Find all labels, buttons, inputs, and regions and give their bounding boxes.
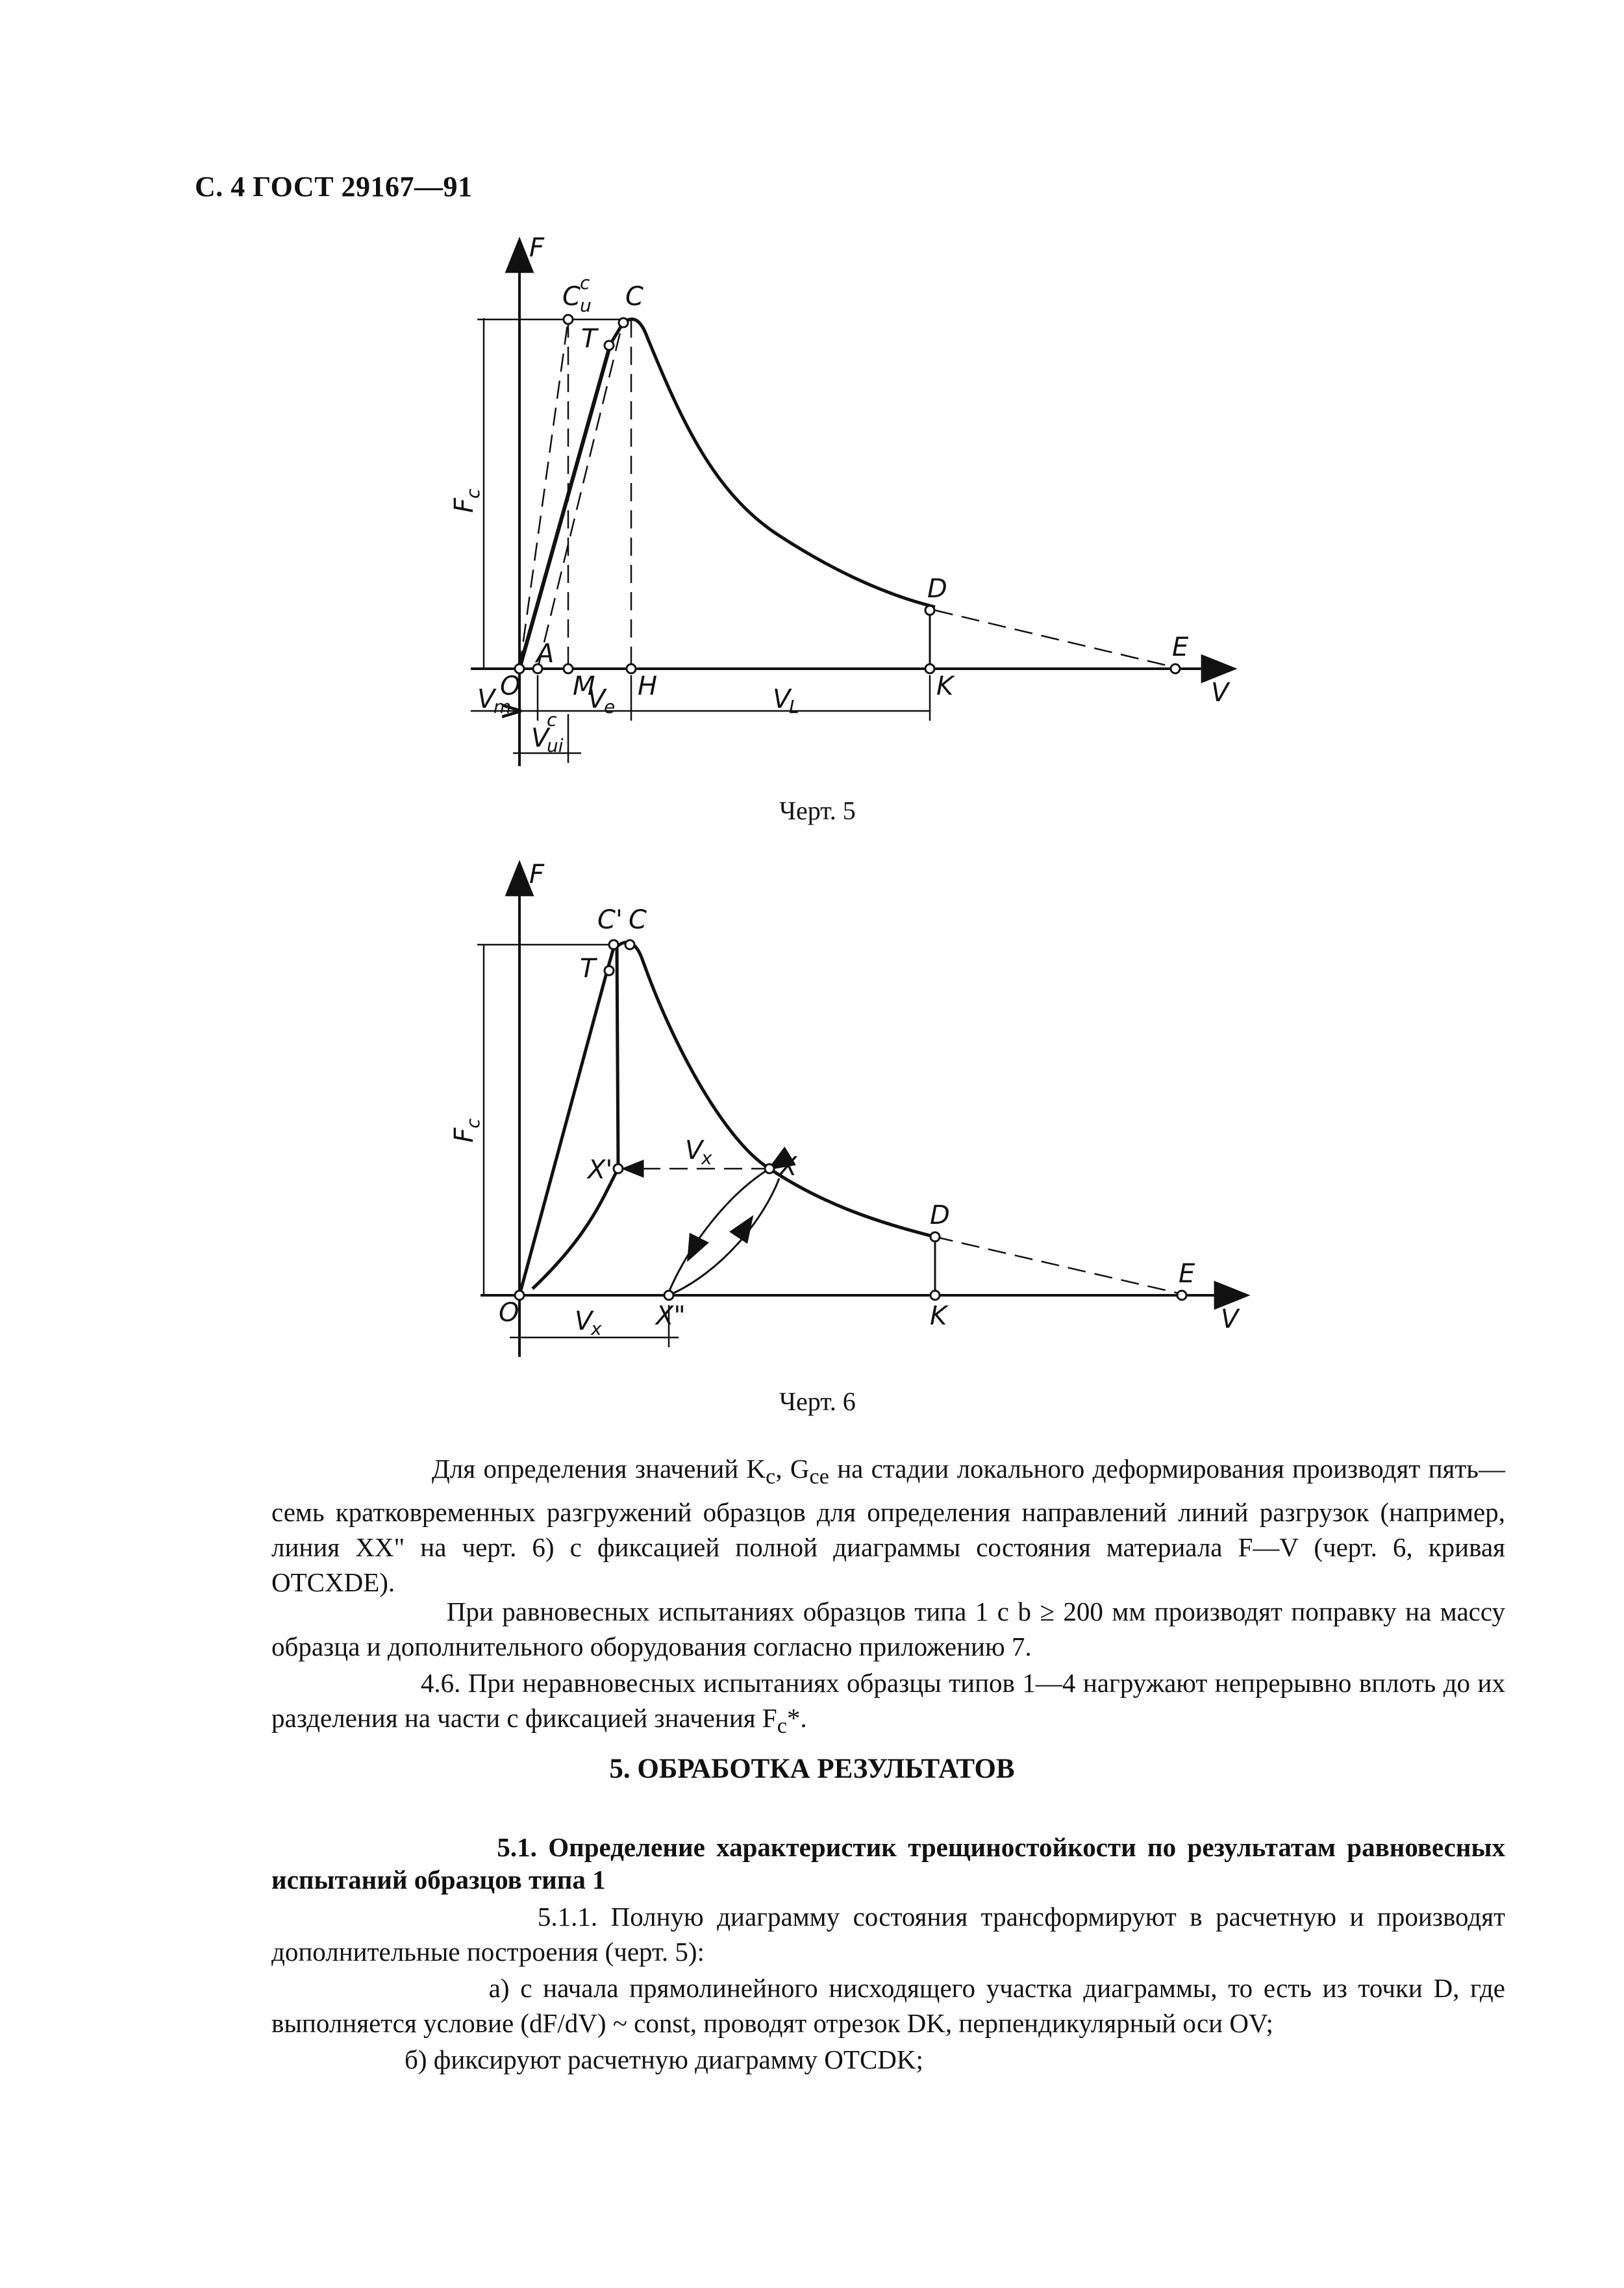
f6-k-label: K: [930, 1301, 947, 1331]
f6-xp-label: X': [588, 1155, 613, 1185]
f5-d-label: D: [927, 574, 947, 604]
svg-text:u: u: [580, 295, 592, 316]
paragraph-3: 4.6. При неравновесных испытаниях образцы типов 1—4 нагружают непрерывно вплоть до их разделения на части с фиксацией значения $F_c*$.: [271, 1668, 1505, 1739]
svg-text:c: c: [462, 488, 484, 499]
f5-t-label: T: [581, 324, 597, 354]
section-title: 5. ОБРАБОТКА РЕЗУЛЬТАТОВ: [609, 1754, 1015, 1784]
f5-ve-label: V: [588, 684, 606, 714]
f5-h-label: H: [638, 671, 658, 701]
f5-e-label: E: [1172, 632, 1189, 662]
figure-5-caption: Черт. 5: [779, 796, 856, 825]
f6-t-label: T: [580, 954, 596, 984]
svg-text:c: c: [462, 1118, 484, 1128]
f6-cp-label: C': [597, 905, 623, 935]
descending-curve: [622, 319, 935, 607]
f6-fc-label: F: [449, 1127, 479, 1143]
svg-text:x: x: [591, 1318, 602, 1339]
f6-o-label: O: [499, 1298, 519, 1328]
svg-text:c: c: [580, 272, 590, 293]
f5-cu-label: C: [562, 282, 581, 312]
figure-6-caption: Черт. 6: [779, 1387, 856, 1416]
f6-xpp-label: X": [656, 1301, 686, 1331]
f5-vm-label: V: [477, 684, 495, 714]
svg-text:x: x: [701, 1147, 712, 1169]
f6-f-label: F: [529, 860, 545, 889]
f6-vx-dim-label: V: [575, 1306, 593, 1336]
f5-vui-label: V: [531, 723, 549, 753]
subsection-title: 5.1. Определение характеристик трещиностойкости по результатам равновесных испытаний образцов типа 1: [271, 1832, 1505, 1895]
figure-6-diagram: [0, 851, 1624, 1396]
loading-line: [519, 344, 610, 669]
f6-x-label: X: [779, 1152, 797, 1182]
f5-a-label: A: [536, 639, 555, 669]
svg-text:L: L: [789, 696, 799, 717]
f5-m-label: M: [573, 671, 595, 701]
f6-e-label: E: [1179, 1259, 1195, 1289]
f5-k-label: K: [936, 671, 954, 701]
f6-vx-arrow-label: V: [685, 1136, 703, 1165]
f5-f-label: F: [529, 233, 545, 263]
f5-fc-label: F: [449, 497, 479, 513]
f5-v-label: V: [1211, 678, 1229, 708]
paragraph-4: 5.1.1. Полную диаграмму состояния трансформируют в расчетную и производят дополнительные построения (черт. 5):: [271, 1902, 1505, 1967]
f6-curve: [617, 942, 935, 1237]
svg-text:c: c: [547, 709, 557, 730]
svg-text:ui: ui: [547, 735, 564, 756]
f5-o-label: O: [500, 671, 521, 701]
paragraph-5: а) с начала прямолинейного нисходящего участка диаграммы, то есть из точки D, где выполняется условие (dF/dV) ~ const, проводят отрезок DK, перпендикулярный оси OV;: [271, 1973, 1505, 2038]
f5-c-label: C: [625, 282, 643, 312]
paragraph-1: Для определения значений $K_c$, $G_{ce}$ на стадии локального деформирования производят пять—семь кратковременных разгружений образцов для определения направлений линий разгрузок (например, линия XX" на черт. 6) с фиксацией полной диаграммы состояния материала F—V (черт. 6, кривая OTCXDE).: [271, 1454, 1505, 1598]
page-header: С. 4 ГОСТ 29167—91: [195, 171, 473, 203]
paragraph-6: б) фиксируют расчетную диаграмму OTCDK;: [405, 2045, 923, 2074]
f6-v-label: V: [1221, 1304, 1239, 1334]
paragraph-2: При равновесных испытаниях образцов типа 1 с b ≥ 200 мм производят поправку на массу образца и дополнительного оборудования согласно приложению 7.: [271, 1597, 1505, 1661]
svg-text:m: m: [493, 696, 512, 717]
f6-c-label: C: [629, 905, 647, 935]
svg-text:e: e: [604, 696, 616, 717]
figure-5-diagram: [0, 221, 1624, 805]
f6-d-label: D: [930, 1200, 950, 1230]
f5-vl-label: V: [773, 684, 791, 714]
